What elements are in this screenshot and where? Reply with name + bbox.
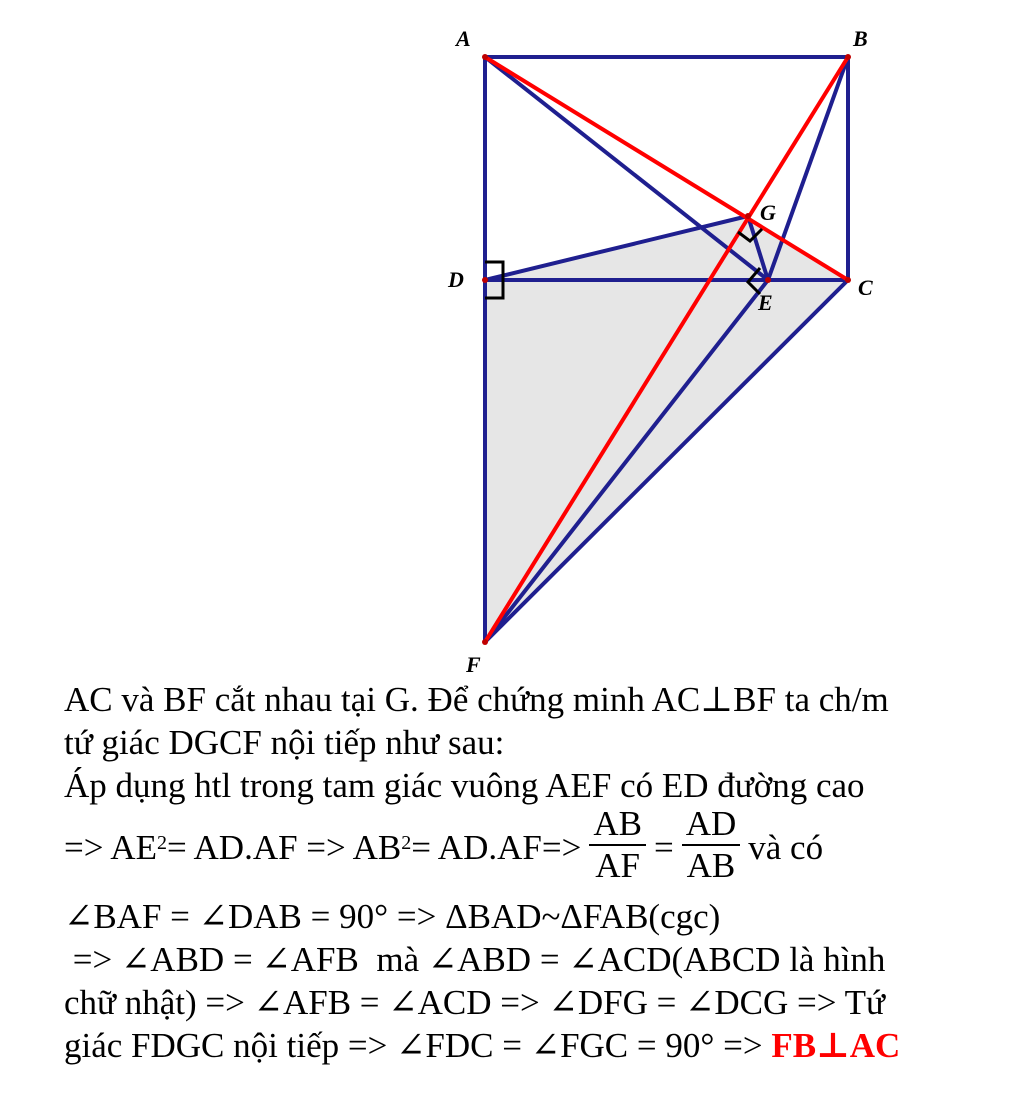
point-d <box>482 277 488 283</box>
point-g <box>745 213 751 219</box>
proof-line-6 <box>64 938 1014 981</box>
proof-text-4c: = AD.AF=> <box>411 827 582 867</box>
label-b: B <box>853 26 868 51</box>
point-c <box>845 277 851 283</box>
proof-line-4: => AE $^2$ = AD.AF => AB $^2$ = AD.AF=> $\frac{AB}{AF}$ = $\frac{AD}{AB}$ và có <box>64 804 824 885</box>
label-g: G <box>760 200 776 225</box>
point-a <box>482 54 488 60</box>
fraction-1-denominator: AF <box>595 846 640 885</box>
proof-text-4b: = AD.AF => AB <box>166 827 402 867</box>
proof-text-3: Áp dụng htl trong tam giác vuông AEF có ED đường cao <box>64 766 865 805</box>
fraction-1-numerator: AB <box>589 804 646 846</box>
point-e <box>765 277 771 283</box>
proof-text-6: => ∠ABD = ∠AFB mà ∠ABD = ∠ACD(ABCD là hình <box>64 940 886 979</box>
proof-text-7: chữ nhật) => ∠AFB = ∠ACD => ∠DFG = ∠DCG => Tứ <box>64 983 885 1022</box>
conclusion-text: FB⊥AC <box>771 1026 901 1065</box>
point-f <box>482 639 488 645</box>
proof-line-1 <box>64 678 1014 721</box>
proof-line-7 <box>64 981 1014 1024</box>
proof-text <box>64 678 1014 1067</box>
proof-text-5: ∠BAF = ∠DAB = 90° => ΔBAD~ΔFAB(cgc) <box>64 897 721 936</box>
label-a: A <box>456 26 471 51</box>
proof-line-3 <box>64 764 1014 807</box>
label-e: E <box>758 290 773 315</box>
equals-sign: = <box>653 827 674 867</box>
point-b <box>845 54 851 60</box>
proof-text-1: AC và BF cắt nhau tại G. Để chứng minh AC⊥BF ta ch/m <box>64 680 889 719</box>
proof-text-4d: và có <box>748 827 824 867</box>
label-f: F <box>466 652 481 677</box>
fraction-2-denominator: AB <box>686 846 736 885</box>
proof-line-8 <box>64 1024 1014 1067</box>
proof-text-8: giác FDGC nội tiếp => ∠FDC = ∠FGC = 90° => <box>64 1026 772 1065</box>
fraction-ab-af <box>589 804 646 886</box>
fraction-2-numerator: AD <box>682 804 741 846</box>
label-c: C <box>858 275 873 300</box>
fraction-ad-ab <box>682 804 741 886</box>
label-d: D <box>448 267 464 292</box>
proof-text-2: tứ giác DGCF nội tiếp như sau: <box>64 723 505 762</box>
proof-line-2 <box>64 721 1014 764</box>
proof-text-4a: => AE <box>64 827 157 867</box>
proof-line-5 <box>64 895 1014 938</box>
